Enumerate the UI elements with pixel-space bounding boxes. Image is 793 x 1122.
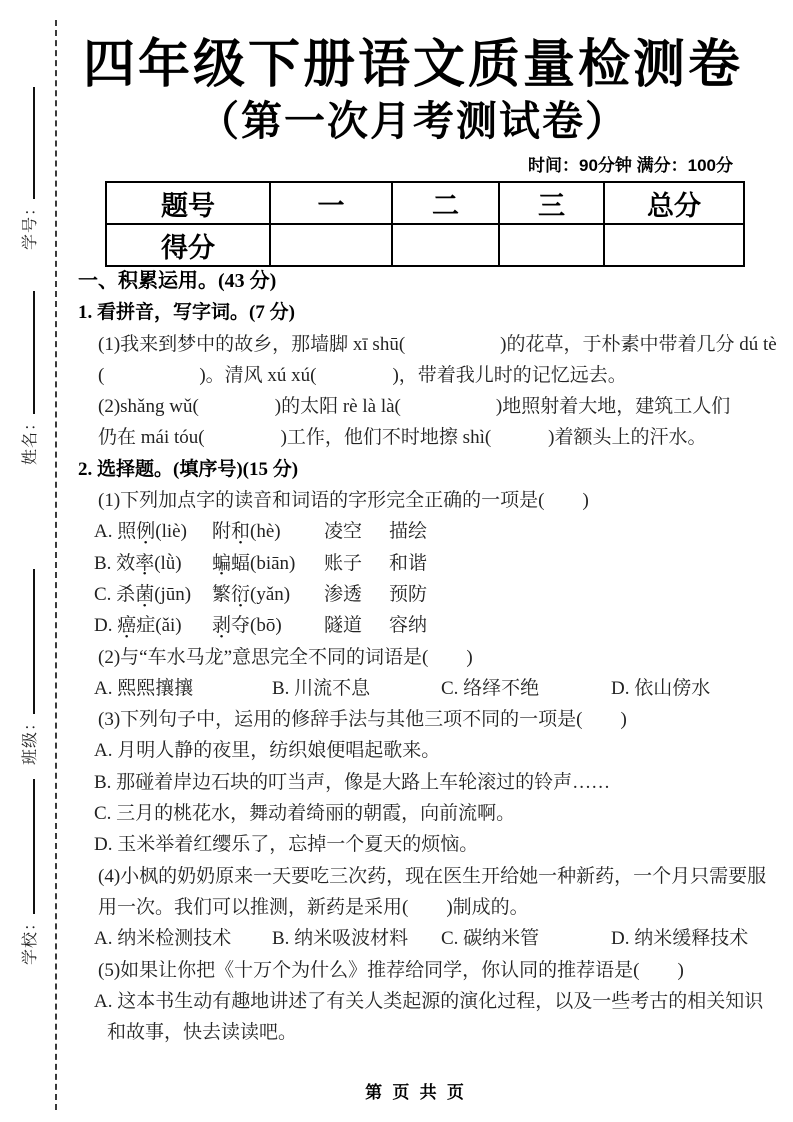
- q2-3-prompt: (3)下列句子中，运用的修辞手法与其他三项不同的一项是( ): [98, 709, 627, 731]
- emphasis-dotted-char: 和: [231, 521, 251, 543]
- q2-2-prompt: (2)与“车水马龙”意思完全不同的词语是( ): [98, 646, 473, 668]
- option-cell: A. 照例(liè): [94, 521, 187, 543]
- student-id-blank: [19, 87, 35, 199]
- q2-3-option-c: C. 三月的桃花水，舞动着绮丽的朝霞，向前流啊。: [94, 803, 516, 825]
- score-table-header-cell: 三: [499, 182, 604, 224]
- emphasis-dotted-char: 剥: [212, 615, 232, 637]
- q2-4-option-d: D. 纳米缓释技术: [611, 928, 749, 950]
- q2-1-option-row-c: [78, 579, 768, 610]
- option-cell: 描绘: [389, 521, 428, 543]
- option-cell: C. 杀菌(jūn): [94, 583, 192, 605]
- option-cell: 繁衍(yǎn): [212, 583, 291, 605]
- score-table-header-cell: 一: [270, 182, 392, 224]
- q2-3-option-b: B. 那碰着岸边石块的叮当声，像是大路上车轮滚过的铃声……: [94, 771, 611, 793]
- item-1-title: 1. 看拼音，写字词。(7 分): [78, 302, 295, 324]
- item-1-line-3: (2)shǎng wǔ( )的太阳 rè là là( )地照射着大地，建筑工人们: [98, 396, 731, 418]
- school-label: 学校：: [22, 913, 39, 965]
- q2-2-option-c: C. 络绎不绝: [441, 677, 540, 699]
- item-1-line-1: (1)我来到梦中的故乡，那墙脚 xī shū( )的花草，于朴素中带着几分 dú tè: [98, 333, 777, 355]
- q2-1-prompt: (1)下列加点字的读音和词语的字形完全正确的一项是( ): [98, 490, 589, 512]
- option-cell: 预防: [389, 583, 428, 605]
- exam-body: [78, 266, 777, 1048]
- q2-5-option-a-line-1: A. 这本书生动有趣地讲述了有关人类起源的演化过程，以及一些考古的相关知识: [94, 990, 764, 1012]
- q2-2-options-row: [78, 673, 768, 704]
- q2-2-option-a: A. 熙熙攘攘: [94, 677, 194, 699]
- item-1-line-4: 仍在 mái tóu( )工作，他们不时地擦 shì( )着额头上的汗水。: [98, 427, 707, 449]
- score-table-header-cell: 题号: [106, 182, 270, 224]
- emphasis-dotted-char: 癌: [117, 615, 137, 637]
- score-cell-empty: [499, 224, 604, 266]
- q2-1-option-row-a: [78, 516, 768, 547]
- q2-1-option-row-d: [78, 610, 768, 641]
- class-label: 班级：: [22, 713, 39, 765]
- option-cell: B. 效率(lǜ): [94, 552, 182, 574]
- option-cell: 账子: [324, 552, 363, 574]
- q2-3-option-d: D. 玉米举着红缨乐了，忘掉一个夏天的烦恼。: [94, 834, 479, 856]
- q2-4-option-c: C. 碳纳米管: [441, 928, 540, 950]
- score-row-label: 得分: [106, 224, 270, 266]
- option-cell: 附和(hè): [212, 521, 281, 543]
- score-cell-empty: [392, 224, 499, 266]
- item-2-title: 2. 选择题。(填序号)(15 分): [78, 458, 299, 480]
- q2-4-options-row: [78, 923, 768, 954]
- score-table-header-cell: 二: [392, 182, 499, 224]
- score-table-score-row: [106, 224, 744, 266]
- exam-subtitle: （第一次月考测试卷）: [198, 98, 628, 144]
- emphasis-dotted-char: 衍: [231, 583, 251, 605]
- q2-4-option-b: B. 纳米吸波材料: [272, 928, 409, 950]
- emphasis-dotted-char: 率: [135, 552, 155, 574]
- option-cell: 和谐: [389, 552, 428, 574]
- score-cell-empty: [604, 224, 744, 266]
- score-table-header-row: [106, 182, 744, 224]
- item-1-line-2: ( )。清风 xú xú( )，带着我儿时的记忆远去。: [98, 364, 627, 386]
- q2-1-option-row-b: [78, 548, 768, 579]
- class-blank: [19, 569, 35, 714]
- page-footer: 第 页 共 页: [365, 1083, 467, 1102]
- score-table: [105, 181, 745, 267]
- name-field: [17, 291, 40, 465]
- q2-4-option-a: A. 纳米检测技术: [94, 928, 232, 950]
- q2-2-option-d: D. 依山傍水: [611, 677, 711, 699]
- option-cell: D. 癌症(ǎi): [94, 615, 182, 637]
- option-cell: 蝙蝠(biān): [212, 552, 296, 574]
- name-label: 姓名：: [22, 413, 39, 465]
- score-cell-empty: [270, 224, 392, 266]
- option-cell: 凌空: [324, 521, 363, 543]
- school-field: [17, 779, 40, 965]
- q2-3-option-a: A. 月明人静的夜里，纺织娘便唱起歌来。: [94, 740, 441, 762]
- section-1-heading: 一、积累运用。(43 分): [78, 270, 277, 292]
- emphasis-dotted-char: 例: [136, 521, 156, 543]
- class-field: [17, 569, 40, 765]
- q2-5-prompt: (5)如果让你把《十万个为什么》推荐给同学，你认同的推荐语是( ): [98, 959, 684, 981]
- option-cell: 容纳: [389, 615, 428, 637]
- score-table-header-cell: 总分: [604, 182, 744, 224]
- name-blank: [19, 291, 35, 414]
- option-cell: 渗透: [324, 583, 363, 605]
- q2-4-prompt-line-2: 用一次。我们可以推测，新药是采用( )制成的。: [98, 896, 529, 918]
- emphasis-dotted-char: 蝙: [212, 552, 232, 574]
- student-id-label: 学号：: [22, 198, 39, 250]
- q2-4-prompt-line-1: (4)小枫的奶奶原来一天要吃三次药，现在医生开给她一种新药，一个月只需要服: [98, 865, 767, 887]
- option-cell: 隧道: [324, 615, 363, 637]
- exam-title: 四年级下册语文质量检测卷: [82, 36, 743, 94]
- school-blank: [19, 779, 35, 914]
- fold-dashed-line: [55, 20, 57, 1110]
- q2-5-option-a-line-2: 和故事，快去读读吧。: [107, 1022, 298, 1044]
- q2-2-option-b: B. 川流不息: [272, 677, 371, 699]
- option-cell: 剥夺(bō): [212, 615, 282, 637]
- time-score-info: 时间：90分钟 满分：100分: [528, 156, 733, 175]
- emphasis-dotted-char: 菌: [135, 583, 155, 605]
